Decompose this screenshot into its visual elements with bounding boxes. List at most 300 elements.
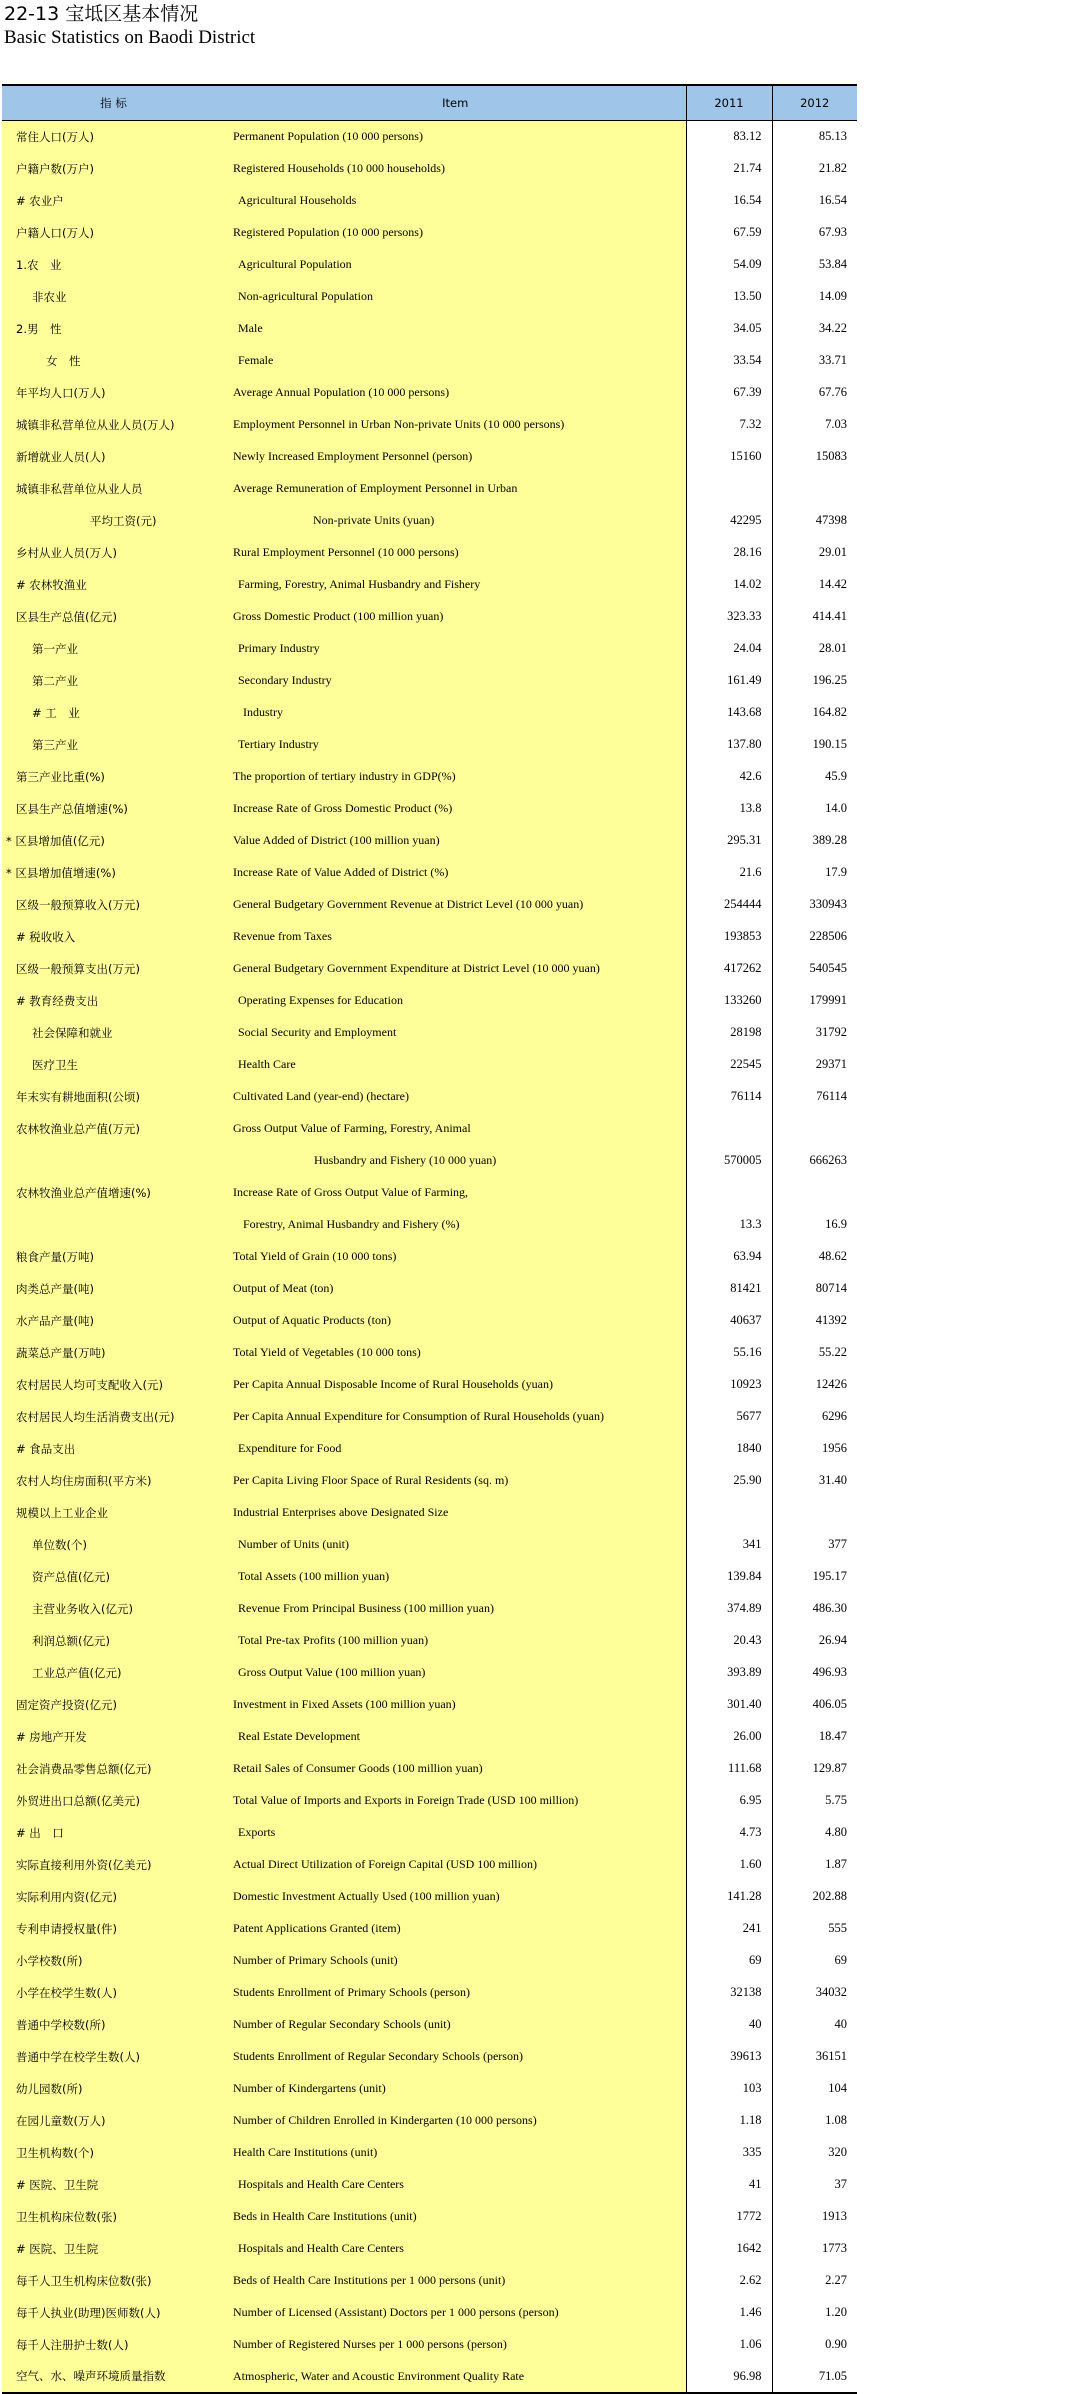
row-value-2012: 1.20 xyxy=(772,2297,857,2329)
row-indicator-cn: 资产总值(亿元) xyxy=(2,1561,225,1593)
row-indicator-cn: 第二产业 xyxy=(2,665,225,697)
table-row xyxy=(2,761,857,793)
statistics-table xyxy=(2,84,857,2394)
row-value-2011: 40 xyxy=(686,2009,772,2041)
row-value-2011: 5677 xyxy=(686,1401,772,1433)
row-item-en: Industrial Enterprises above Designated Size xyxy=(225,1497,686,1529)
table-row xyxy=(2,185,857,217)
row-item-en: Male xyxy=(225,313,686,345)
row-item-en: Expenditure for Food xyxy=(225,1433,686,1465)
row-item-en: Value Added of District (100 million yuan) xyxy=(225,825,686,857)
title-block xyxy=(4,2,255,50)
table-row xyxy=(2,633,857,665)
row-value-2011: 374.89 xyxy=(686,1593,772,1625)
row-value-2011: 393.89 xyxy=(686,1657,772,1689)
row-item-en: Domestic Investment Actually Used (100 million yuan) xyxy=(225,1881,686,1913)
table-row xyxy=(2,1017,857,1049)
row-value-2011: 13.50 xyxy=(686,281,772,313)
row-value-2012: 1.87 xyxy=(772,1849,857,1881)
table-row xyxy=(2,569,857,601)
row-indicator-cn: 户籍人口(万人) xyxy=(2,217,225,249)
row-value-2011: 55.16 xyxy=(686,1337,772,1369)
row-value-2012: 486.30 xyxy=(772,1593,857,1625)
row-value-2011: 14.02 xyxy=(686,569,772,601)
row-indicator-cn: * 区县增加值(亿元) xyxy=(2,825,225,857)
row-item-en: Exports xyxy=(225,1817,686,1849)
table-row xyxy=(2,1977,857,2009)
row-item-en: Number of Primary Schools (unit) xyxy=(225,1945,686,1977)
row-item-en: Gross Output Value (100 million yuan) xyxy=(225,1657,686,1689)
row-item-en: Non-private Units (yuan) xyxy=(225,505,686,537)
table-row xyxy=(2,1913,857,1945)
row-value-2012: 85.13 xyxy=(772,121,857,153)
row-value-2011: 161.49 xyxy=(686,665,772,697)
row-value-2012: 14.42 xyxy=(772,569,857,601)
row-value-2011: 7.32 xyxy=(686,409,772,441)
row-item-en: Non-agricultural Population xyxy=(225,281,686,313)
row-value-2012: 4.80 xyxy=(772,1817,857,1849)
row-value-2011: 1642 xyxy=(686,2233,772,2265)
row-item-en: Number of Units (unit) xyxy=(225,1529,686,1561)
row-indicator-cn: 农林牧渔业总产值增速(%) xyxy=(2,1177,225,1209)
row-item-en: Total Value of Imports and Exports in Foreign Trade (USD 100 million) xyxy=(225,1785,686,1817)
row-value-2012: 41392 xyxy=(772,1305,857,1337)
row-value-2012: 67.93 xyxy=(772,217,857,249)
row-item-en: Gross Domestic Product (100 million yuan) xyxy=(225,601,686,633)
table-row xyxy=(2,1113,857,1145)
row-value-2012: 16.9 xyxy=(772,1209,857,1241)
row-indicator-cn: 区县生产总值增速(%) xyxy=(2,793,225,825)
row-item-en: Agricultural Households xyxy=(225,185,686,217)
row-value-2012: 34.22 xyxy=(772,313,857,345)
row-value-2012: 195.17 xyxy=(772,1561,857,1593)
table-row xyxy=(2,793,857,825)
table-row xyxy=(2,2041,857,2073)
row-value-2012: 164.82 xyxy=(772,697,857,729)
row-item-en: Female xyxy=(225,345,686,377)
table-row xyxy=(2,2233,857,2265)
row-item-en: Output of Meat (ton) xyxy=(225,1273,686,1305)
table-row xyxy=(2,1721,857,1753)
table-row xyxy=(2,1529,857,1561)
row-value-2012: 76114 xyxy=(772,1081,857,1113)
row-indicator-cn: 肉类总产量(吨) xyxy=(2,1273,225,1305)
row-item-en: Employment Personnel in Urban Non-private Units (10 000 persons) xyxy=(225,409,686,441)
row-value-2012: 196.25 xyxy=(772,665,857,697)
row-value-2012: 129.87 xyxy=(772,1753,857,1785)
row-value-2011: 28198 xyxy=(686,1017,772,1049)
table-row xyxy=(2,505,857,537)
row-value-2011: 4.73 xyxy=(686,1817,772,1849)
row-indicator-cn: 2.男 性 xyxy=(2,313,225,345)
row-item-en: Real Estate Development xyxy=(225,1721,686,1753)
row-value-2012: 17.9 xyxy=(772,857,857,889)
table-row xyxy=(2,1561,857,1593)
row-value-2011: 143.68 xyxy=(686,697,772,729)
row-item-en: Newly Increased Employment Personnel (person) xyxy=(225,441,686,473)
row-value-2011: 76114 xyxy=(686,1081,772,1113)
table-row xyxy=(2,2105,857,2137)
row-value-2012: 31.40 xyxy=(772,1465,857,1497)
table-row xyxy=(2,377,857,409)
row-value-2011: 39613 xyxy=(686,2041,772,2073)
row-value-2011: 83.12 xyxy=(686,121,772,153)
row-value-2011: 1.46 xyxy=(686,2297,772,2329)
row-value-2011: 1840 xyxy=(686,1433,772,1465)
table-row xyxy=(2,1849,857,1881)
row-value-2012: 14.0 xyxy=(772,793,857,825)
row-indicator-cn: 小学校数(所) xyxy=(2,1945,225,1977)
row-indicator-cn: 平均工资(元) xyxy=(2,505,225,537)
row-value-2012: 377 xyxy=(772,1529,857,1561)
row-value-2012 xyxy=(772,1113,857,1145)
row-indicator-cn: 第三产业比重(%) xyxy=(2,761,225,793)
row-value-2011: 26.00 xyxy=(686,1721,772,1753)
table-row xyxy=(2,2073,857,2105)
row-item-en: The proportion of tertiary industry in GDP(%) xyxy=(225,761,686,793)
table-row xyxy=(2,1881,857,1913)
table-row xyxy=(2,537,857,569)
row-indicator-cn: 每千人注册护士数(人) xyxy=(2,2329,225,2361)
header-year-2011: 2011 xyxy=(686,85,772,121)
row-indicator-cn: 实际利用内资(亿元) xyxy=(2,1881,225,1913)
row-value-2011: 1772 xyxy=(686,2201,772,2233)
row-value-2012: 406.05 xyxy=(772,1689,857,1721)
row-item-en: Registered Population (10 000 persons) xyxy=(225,217,686,249)
row-item-en: Secondary Industry xyxy=(225,665,686,697)
row-value-2012: 389.28 xyxy=(772,825,857,857)
row-value-2011: 54.09 xyxy=(686,249,772,281)
row-value-2011: 417262 xyxy=(686,953,772,985)
row-indicator-cn: * 区县增加值增速(%) xyxy=(2,857,225,889)
row-value-2012: 48.62 xyxy=(772,1241,857,1273)
row-indicator-cn: 主营业务收入(亿元) xyxy=(2,1593,225,1625)
row-value-2011: 13.3 xyxy=(686,1209,772,1241)
row-indicator-cn: # 工 业 xyxy=(2,697,225,729)
row-indicator-cn: 1.农 业 xyxy=(2,249,225,281)
row-value-2012 xyxy=(772,1497,857,1529)
table-row xyxy=(2,345,857,377)
row-value-2011: 295.31 xyxy=(686,825,772,857)
row-value-2012: 555 xyxy=(772,1913,857,1945)
row-item-en: Total Yield of Vegetables (10 000 tons) xyxy=(225,1337,686,1369)
row-value-2011: 20.43 xyxy=(686,1625,772,1657)
row-value-2012: 1956 xyxy=(772,1433,857,1465)
row-value-2011: 6.95 xyxy=(686,1785,772,1817)
row-value-2012: 330943 xyxy=(772,889,857,921)
row-indicator-cn: 水产品产量(吨) xyxy=(2,1305,225,1337)
row-indicator-cn: 社会保障和就业 xyxy=(2,1017,225,1049)
row-value-2011: 24.04 xyxy=(686,633,772,665)
row-value-2011: 21.6 xyxy=(686,857,772,889)
row-indicator-cn: # 出 口 xyxy=(2,1817,225,1849)
row-indicator-cn: 医疗卫生 xyxy=(2,1049,225,1081)
row-indicator-cn: 非农业 xyxy=(2,281,225,313)
row-value-2012: 14.09 xyxy=(772,281,857,313)
row-indicator-cn: 卫生机构床位数(张) xyxy=(2,2201,225,2233)
page-title-cn: 22-13 宝坻区基本情况 xyxy=(4,3,199,25)
row-indicator-cn: 农村居民人均可支配收入(元) xyxy=(2,1369,225,1401)
row-value-2012: 6296 xyxy=(772,1401,857,1433)
row-indicator-cn: 小学在校学生数(人) xyxy=(2,1977,225,2009)
table-row xyxy=(2,2265,857,2297)
row-indicator-cn: 区级一般预算支出(万元) xyxy=(2,953,225,985)
row-indicator-cn: 区县生产总值(亿元) xyxy=(2,601,225,633)
row-value-2012: 12426 xyxy=(772,1369,857,1401)
row-value-2011: 254444 xyxy=(686,889,772,921)
row-item-en: Retail Sales of Consumer Goods (100 million yuan) xyxy=(225,1753,686,1785)
row-indicator-cn: 固定资产投资(亿元) xyxy=(2,1689,225,1721)
row-indicator-cn: # 房地产开发 xyxy=(2,1721,225,1753)
row-indicator-cn: 乡村从业人员(万人) xyxy=(2,537,225,569)
page-title-en: Basic Statistics on Baodi District xyxy=(4,27,256,48)
row-value-2012: 67.76 xyxy=(772,377,857,409)
table-row xyxy=(2,1081,857,1113)
row-item-en: Health Care Institutions (unit) xyxy=(225,2137,686,2169)
row-value-2011: 10923 xyxy=(686,1369,772,1401)
table-row xyxy=(2,2361,857,2393)
row-value-2012: 16.54 xyxy=(772,185,857,217)
table-row xyxy=(2,1433,857,1465)
row-value-2011: 16.54 xyxy=(686,185,772,217)
row-indicator-cn: # 医院、卫生院 xyxy=(2,2233,225,2265)
header-indicator-cn: 指 标 xyxy=(2,85,225,121)
table-row xyxy=(2,1785,857,1817)
header-item-en: Item xyxy=(225,85,686,121)
row-value-2011: 67.39 xyxy=(686,377,772,409)
table-row xyxy=(2,217,857,249)
row-value-2011: 25.90 xyxy=(686,1465,772,1497)
row-item-en: Tertiary Industry xyxy=(225,729,686,761)
row-indicator-cn: 专利申请授权量(件) xyxy=(2,1913,225,1945)
row-value-2011: 341 xyxy=(686,1529,772,1561)
row-indicator-cn: 女 性 xyxy=(2,345,225,377)
table-header xyxy=(2,85,857,121)
row-value-2012: 29.01 xyxy=(772,537,857,569)
row-item-en: Registered Households (10 000 households) xyxy=(225,153,686,185)
row-value-2011: 22545 xyxy=(686,1049,772,1081)
row-value-2011: 69 xyxy=(686,1945,772,1977)
row-indicator-cn: # 教育经费支出 xyxy=(2,985,225,1017)
row-indicator-cn: 每千人卫生机构床位数(张) xyxy=(2,2265,225,2297)
row-value-2011: 96.98 xyxy=(686,2361,772,2393)
row-value-2012: 1913 xyxy=(772,2201,857,2233)
row-value-2011: 570005 xyxy=(686,1145,772,1177)
row-indicator-cn: 社会消费品零售总额(亿元) xyxy=(2,1753,225,1785)
row-value-2012: 666263 xyxy=(772,1145,857,1177)
row-item-en: Average Annual Population (10 000 persons) xyxy=(225,377,686,409)
row-value-2012: 7.03 xyxy=(772,409,857,441)
table-row xyxy=(2,1497,857,1529)
row-item-en: General Budgetary Government Expenditure at District Level (10 000 yuan) xyxy=(225,953,686,985)
row-value-2012: 18.47 xyxy=(772,1721,857,1753)
row-value-2012: 26.94 xyxy=(772,1625,857,1657)
table-body xyxy=(2,121,857,2393)
row-value-2011: 241 xyxy=(686,1913,772,1945)
row-indicator-cn: 年末实有耕地面积(公顷) xyxy=(2,1081,225,1113)
row-item-en: Cultivated Land (year-end) (hectare) xyxy=(225,1081,686,1113)
row-value-2012: 190.15 xyxy=(772,729,857,761)
row-indicator-cn: 实际直接利用外资(亿美元) xyxy=(2,1849,225,1881)
row-value-2011: 63.94 xyxy=(686,1241,772,1273)
table-row xyxy=(2,921,857,953)
table-row xyxy=(2,249,857,281)
row-item-en: Total Yield of Grain (10 000 tons) xyxy=(225,1241,686,1273)
row-item-en: Husbandry and Fishery (10 000 yuan) xyxy=(225,1145,686,1177)
table-row xyxy=(2,1305,857,1337)
row-value-2011: 81421 xyxy=(686,1273,772,1305)
row-indicator-cn: 普通中学校数(所) xyxy=(2,2009,225,2041)
row-value-2011: 133260 xyxy=(686,985,772,1017)
row-item-en: Gross Output Value of Farming, Forestry, Animal xyxy=(225,1113,686,1145)
row-value-2012: 28.01 xyxy=(772,633,857,665)
table-row xyxy=(2,2297,857,2329)
table-row xyxy=(2,1209,857,1241)
row-value-2011: 1.18 xyxy=(686,2105,772,2137)
row-value-2011: 21.74 xyxy=(686,153,772,185)
row-value-2012: 0.90 xyxy=(772,2329,857,2361)
row-value-2011 xyxy=(686,1113,772,1145)
row-value-2011: 111.68 xyxy=(686,1753,772,1785)
row-value-2011: 323.33 xyxy=(686,601,772,633)
table-row xyxy=(2,953,857,985)
table-row xyxy=(2,121,857,153)
row-item-en: Average Remuneration of Employment Personnel in Urban xyxy=(225,473,686,505)
row-item-en: Number of Registered Nurses per 1 000 persons (person) xyxy=(225,2329,686,2361)
row-item-en: Number of Regular Secondary Schools (unit) xyxy=(225,2009,686,2041)
row-value-2012: 71.05 xyxy=(772,2361,857,2393)
row-item-en: Beds in Health Care Institutions (unit) xyxy=(225,2201,686,2233)
row-indicator-cn: 规模以上工业企业 xyxy=(2,1497,225,1529)
table-row xyxy=(2,313,857,345)
row-indicator-cn: 城镇非私营单位从业人员 xyxy=(2,473,225,505)
row-item-en: Health Care xyxy=(225,1049,686,1081)
row-item-en: Forestry, Animal Husbandry and Fishery (%) xyxy=(225,1209,686,1241)
table-row xyxy=(2,2137,857,2169)
table-row xyxy=(2,985,857,1017)
table-row xyxy=(2,1657,857,1689)
row-item-en: Number of Licensed (Assistant) Doctors per 1 000 persons (person) xyxy=(225,2297,686,2329)
row-value-2012: 40 xyxy=(772,2009,857,2041)
table-row xyxy=(2,1273,857,1305)
row-value-2012: 1.08 xyxy=(772,2105,857,2137)
row-value-2011: 2.62 xyxy=(686,2265,772,2297)
row-value-2012: 37 xyxy=(772,2169,857,2201)
table-row xyxy=(2,1369,857,1401)
row-value-2011: 33.54 xyxy=(686,345,772,377)
table-row xyxy=(2,281,857,313)
row-indicator-cn: # 税收收入 xyxy=(2,921,225,953)
row-item-en: Investment in Fixed Assets (100 million yuan) xyxy=(225,1689,686,1721)
table-row xyxy=(2,1049,857,1081)
row-value-2011: 32138 xyxy=(686,1977,772,2009)
row-item-en: Per Capita Annual Expenditure for Consumption of Rural Households (yuan) xyxy=(225,1401,686,1433)
row-indicator-cn: 农村居民人均生活消费支出(元) xyxy=(2,1401,225,1433)
row-value-2011: 15160 xyxy=(686,441,772,473)
row-item-en: Patent Applications Granted (item) xyxy=(225,1913,686,1945)
row-indicator-cn: 普通中学在校学生数(人) xyxy=(2,2041,225,2073)
row-indicator-cn: 外贸进出口总额(亿美元) xyxy=(2,1785,225,1817)
row-indicator-cn: # 医院、卫生院 xyxy=(2,2169,225,2201)
row-indicator-cn: 户籍户数(万户) xyxy=(2,153,225,185)
table-row xyxy=(2,697,857,729)
row-value-2012: 179991 xyxy=(772,985,857,1017)
table-row xyxy=(2,825,857,857)
row-value-2011: 1.60 xyxy=(686,1849,772,1881)
table-row xyxy=(2,2009,857,2041)
row-item-en: Number of Children Enrolled in Kindergarten (10 000 persons) xyxy=(225,2105,686,2137)
row-value-2012: 5.75 xyxy=(772,1785,857,1817)
row-item-en: Operating Expenses for Education xyxy=(225,985,686,1017)
row-item-en: Revenue from Taxes xyxy=(225,921,686,953)
row-value-2011: 41 xyxy=(686,2169,772,2201)
row-item-en: Social Security and Employment xyxy=(225,1017,686,1049)
row-value-2012: 21.82 xyxy=(772,153,857,185)
table-row xyxy=(2,1401,857,1433)
row-indicator-cn: 第一产业 xyxy=(2,633,225,665)
row-item-en: Rural Employment Personnel (10 000 persons) xyxy=(225,537,686,569)
row-indicator-cn xyxy=(2,1209,225,1241)
row-value-2012: 47398 xyxy=(772,505,857,537)
row-item-en: Beds of Health Care Institutions per 1 000 persons (unit) xyxy=(225,2265,686,2297)
row-indicator-cn: 常住人口(万人) xyxy=(2,121,225,153)
table-row xyxy=(2,1465,857,1497)
row-item-en: Increase Rate of Gross Output Value of Farming, xyxy=(225,1177,686,1209)
table-row xyxy=(2,409,857,441)
row-value-2012: 414.41 xyxy=(772,601,857,633)
table-row xyxy=(2,889,857,921)
row-value-2011: 139.84 xyxy=(686,1561,772,1593)
row-indicator-cn: 粮食产量(万吨) xyxy=(2,1241,225,1273)
row-item-en: Output of Aquatic Products (ton) xyxy=(225,1305,686,1337)
row-value-2012: 202.88 xyxy=(772,1881,857,1913)
row-indicator-cn: # 农业户 xyxy=(2,185,225,217)
table-row xyxy=(2,473,857,505)
row-value-2011 xyxy=(686,1177,772,1209)
row-item-en: Permanent Population (10 000 persons) xyxy=(225,121,686,153)
header-year-2012: 2012 xyxy=(772,85,857,121)
row-value-2012 xyxy=(772,1177,857,1209)
table-row xyxy=(2,1177,857,1209)
row-value-2012 xyxy=(772,473,857,505)
row-indicator-cn: 利润总额(亿元) xyxy=(2,1625,225,1657)
row-value-2012: 36151 xyxy=(772,2041,857,2073)
row-value-2012: 540545 xyxy=(772,953,857,985)
row-indicator-cn: 农村人均住房面积(平方米) xyxy=(2,1465,225,1497)
table-row xyxy=(2,2169,857,2201)
row-indicator-cn: 第三产业 xyxy=(2,729,225,761)
row-item-en: Number of Kindergartens (unit) xyxy=(225,2073,686,2105)
row-value-2012: 2.27 xyxy=(772,2265,857,2297)
row-value-2011: 103 xyxy=(686,2073,772,2105)
row-value-2012: 45.9 xyxy=(772,761,857,793)
table-row xyxy=(2,1817,857,1849)
row-value-2012: 1773 xyxy=(772,2233,857,2265)
row-indicator-cn: 单位数(个) xyxy=(2,1529,225,1561)
table-row xyxy=(2,1145,857,1177)
row-value-2012: 320 xyxy=(772,2137,857,2169)
table-row xyxy=(2,1945,857,1977)
row-indicator-cn: 卫生机构数(个) xyxy=(2,2137,225,2169)
table-row xyxy=(2,729,857,761)
row-value-2012: 104 xyxy=(772,2073,857,2105)
table-row xyxy=(2,441,857,473)
row-item-en: Total Assets (100 million yuan) xyxy=(225,1561,686,1593)
table-row xyxy=(2,665,857,697)
row-indicator-cn: 新增就业人员(人) xyxy=(2,441,225,473)
row-value-2011: 40637 xyxy=(686,1305,772,1337)
row-item-en: Total Pre-tax Profits (100 million yuan) xyxy=(225,1625,686,1657)
